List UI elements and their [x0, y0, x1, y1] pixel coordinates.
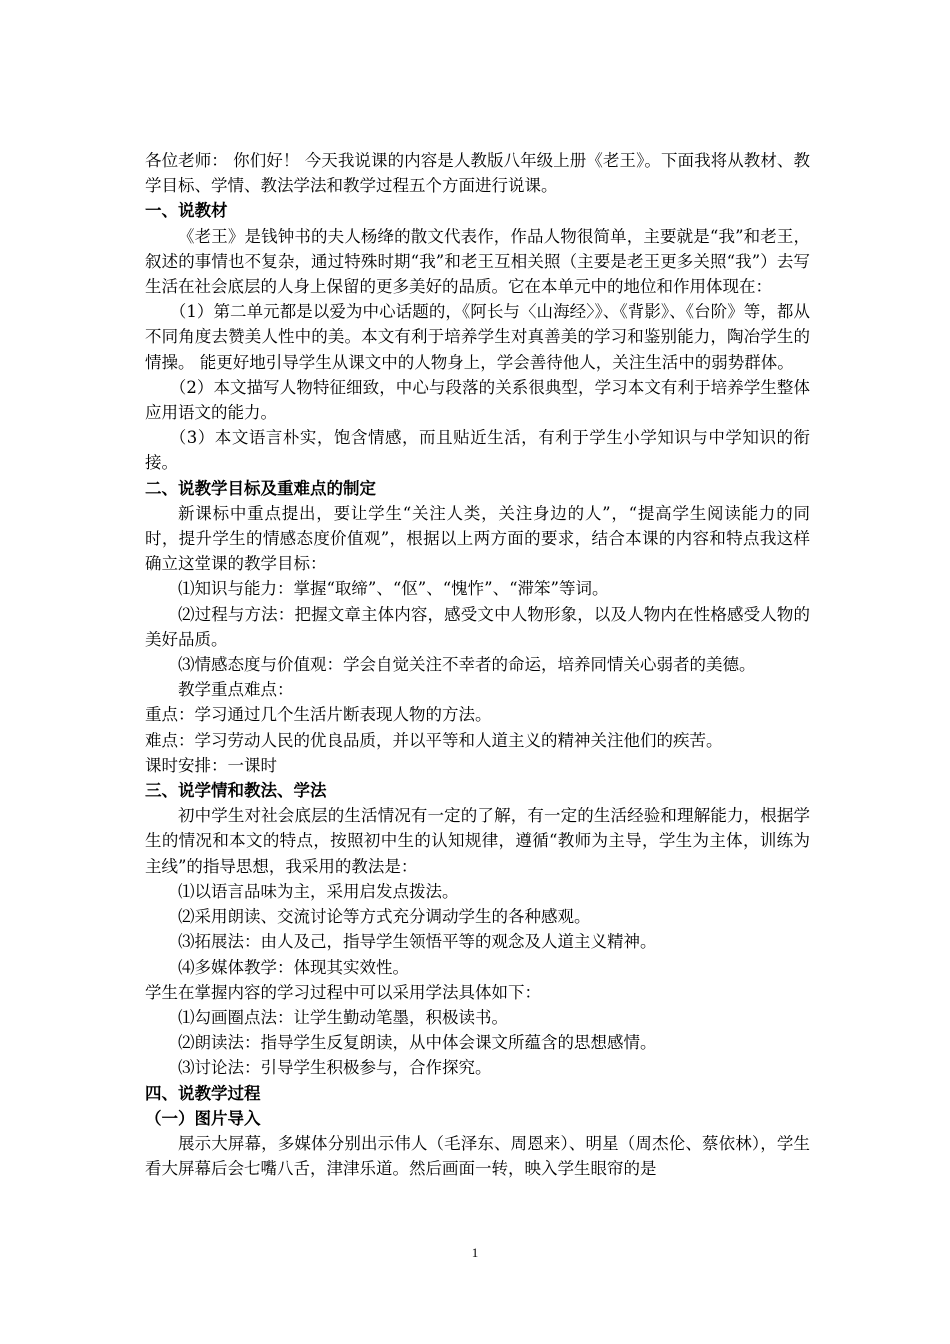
section-heading-3: 三、说学情和教法、学法 [145, 781, 327, 801]
list-item: ⑷多媒体教学：体现其实效性。 [178, 957, 409, 977]
page-number: 1 [471, 1245, 479, 1260]
paragraph: 课时安排：一课时 [145, 755, 277, 775]
list-item: ⑵朗读法：指导学生反复朗读，从中体会课文所蕴含的思想感情。 [178, 1033, 657, 1053]
intro-paragraph: 各位老师： 你们好！ 今天我说课的内容是人教版八年级上册《老王》。下面我将从教材、教学目标、学情、教法学法和教学过程五个方面进行说课。 [145, 151, 810, 196]
list-item: ⑵过程与方法：把握文章主体内容，感受文中人物形象，以及人物内在性格感受人物的美好品质。 [145, 604, 810, 649]
section-heading-2: 二、说教学目标及重难点的制定 [145, 478, 376, 498]
section-heading-1: 一、说教材 [145, 201, 228, 221]
section-heading-4: 四、说教学过程 [145, 1083, 261, 1103]
list-item: ⑶拓展法：由人及己，指导学生领悟平等的观念及人道主义精神。 [178, 932, 657, 952]
paragraph: 《老王》是钱钟书的夫人杨绛的散文代表作，作品人物很简单，主要就是“我”和老王，叙述的事情也不复杂，通过特殊时期“我”和老王互相关照（主要是老王更多关照“我”）去写生活在社会底层的人身上保留的更多美好的品质。它在本单元中的地位和作用体现在： [145, 226, 810, 297]
list-item: ⑴以语言品味为主，采用启发点拨法。 [178, 881, 459, 901]
paragraph: 重点：学习通过几个生活片断表现人物的方法。 [145, 705, 492, 725]
document-body [145, 148, 810, 1181]
paragraph: 难点：学习劳动人民的优良品质，并以平等和人道主义的精神关注他们的疾苦。 [145, 730, 723, 750]
subsection-heading: （一）图片导入 [145, 1108, 261, 1128]
paragraph: 教学重点难点： [178, 680, 294, 700]
list-item: ⑵采用朗读、交流讨论等方式充分调动学生的各种感观。 [178, 907, 591, 927]
list-item: ⑶情感态度与价值观：学会自觉关注不幸者的命运，培养同情关心弱者的美德。 [178, 655, 756, 675]
paragraph: 学生在掌握内容的学习过程中可以采用学法具体如下： [145, 982, 541, 1002]
list-item: ⑶讨论法：引导学生积极参与，合作探究。 [178, 1058, 492, 1078]
paragraph: 展示大屏幕，多媒体分别出示伟人（毛泽东、周恩来）、明星（周杰伦、蔡依林），学生看大屏幕后会七嘴八舌，津津乐道。然后画面一转，映入学生眼帘的是 [145, 1133, 810, 1179]
list-item: ⑴勾画圈点法：让学生勤动笔墨，积极读书。 [178, 1007, 508, 1027]
paragraph: （3）本文语言朴实，饱含情感，而且贴近生活，有利于学生小学知识与中学知识的衔接。 [145, 428, 810, 473]
paragraph: 初中学生对社会底层的生活情况有一定的了解，有一定的生活经验和理解能力，根据学生的情况和本文的特点，按照初中生的认知规律，遵循“教师为主导，学生为主体，训练为主线”的指导思想，我采用的教法是： [145, 806, 810, 876]
paragraph: （1）第二单元都是以爱为中心话题的，《阿长与〈山海经〉》、《背影》、《台阶》等，都从不同角度去赞美人性中的美。本文有利于培养学生对真善美的学习和鉴别能力，陶冶学生的情操。 能更好地引导学生从课文中的人物身上，学会善待他人，关注生活中的弱势群体。 [145, 302, 810, 372]
paragraph: 新课标中重点提出，要让学生“关注人类，关注身边的人”，“提高学生阅读能力的同时，提升学生的情感态度价值观”，根据以上两方面的要求，结合本课的内容和特点我这样确立这堂课的教学目标： [145, 503, 810, 574]
list-item: ⑴知识与能力：掌握“取缔”、“伛”、“愧怍”、“滞笨”等词。 [178, 579, 609, 599]
paragraph: （2）本文描写人物特征细致，中心与段落的关系很典型，学习本文有利于培养学生整体应用语文的能力。 [145, 377, 810, 423]
